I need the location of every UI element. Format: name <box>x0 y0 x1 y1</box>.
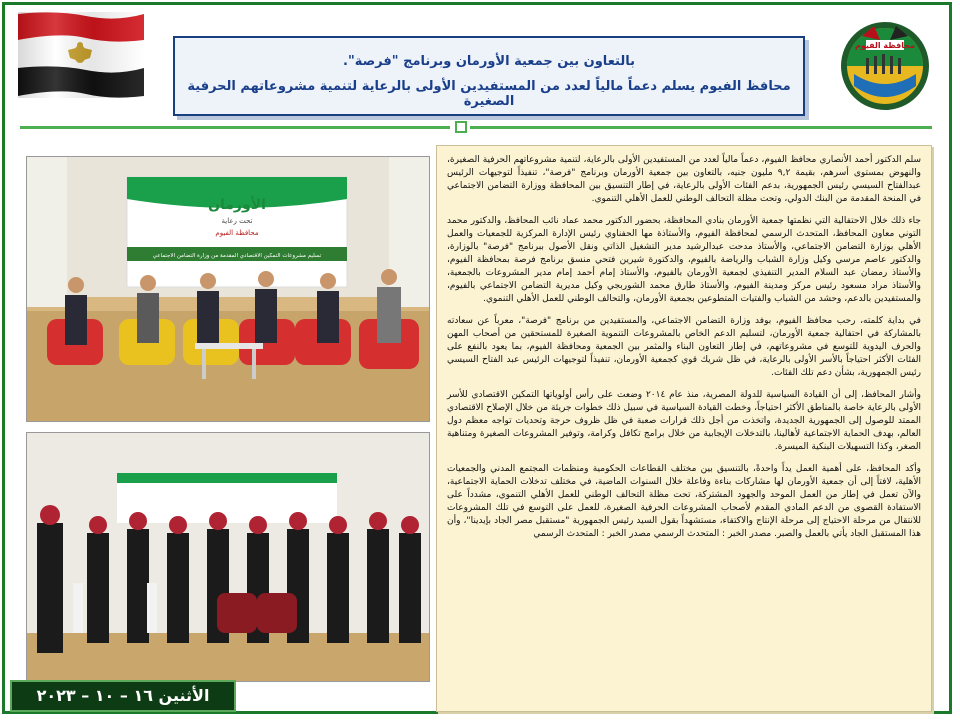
egypt-flag-icon <box>16 10 146 100</box>
article-paragraph: وأشار المحافظ، إلى أن القيادة السياسية للدولة المصرية، منذ عام ٢٠١٤ وضعت على رأس أولوياتها التمكين الاقتصادي للأسر الأولى بالرعاية خاصة بالمناطق الأكثر احتياجاً، وخطت القيادة السياسية في سبيل ذلك خطوات جريئة من خلال الإصلاح الاقتصادي الممتد للوصول إلى الجمهورية الجديدة، واتخذت من أجل ذلك قرارات صعبة في ظل ظروف حرجة وتحديات تواجه معظم دول العالم، بهدف الحماية الاجتماعية لأهالينا، بالتدخلات الإيجابية من خلال برامج تكافل وكرامة، وتوفير المشروعات الصغيرة ومتناهية الصغر، وكذا التسهيلات البنكية الميسرة. <box>447 390 922 452</box>
article-paragraph: جاء ذلك خلال الاحتفالية التي نظمتها جمعية الأورمان بنادي المحافظة، بحضور الدكتور محمد عماد نائب المحافظ، والدكتور محمد التوني معاون المحافظ، المتحدث الرسمي لمحافظة الفيوم، والأستاذة مها الحفناوي رئيس الإدارة المركزية للجمعيات والعمل الأهلي بوزارة التضامن الاجتماعي، والأستاذ مدحت عبدالرشيد مدير التشغيل الذاتي ونقل الأصول ببرنامج "فرصة" بالوزارة، والدكتور عاصم مرسي وكيل وزارة الشباب والرياضة بالفيوم، والدكتورة شيرين فتحي منسق برنامج فرصة بمحافظة الفيوم، والأستاذ رمضان عبد السلام المدير التنفيذي لجمعية الأورمان بالفيوم، والأستاذ إمام أحمد إمام مدير المشروعات بالجمعية، والأستاذ مراد مسعود رئيس مركز ومدينة الفيوم، والأستاذ طارق محمد الشوربجي وكيل مديرية التضامن الاجتماعي بالفيوم، والمستفيدين بالدعم، وحشد من الشباب والفتيات المتطوعين بجمعية الأورمان، والتحالف الوطني للعمل الأهلي التنموي. <box>447 216 921 304</box>
event-photo-group <box>26 432 430 682</box>
article-body <box>436 145 932 712</box>
banner-line: تسليم مشروعات التمكين الاقتصادي المقدمة من وزارة التضامن الاجتماعي <box>152 253 322 259</box>
article-paragraph: في بداية كلمته، رحب محافظ الفيوم، بوفد وزارة التضامن الاجتماعي، والمستفيدين من برنامج "فرصة"، معرباً عن سعادته بالمشاركة في احتفالية جمعية الأورمان، لتسليم الدعم الخاص بالمشروعات التنموية الصغيرة للمستحقين من أصحاب المهن والحرف اليدوية للتوسع في مشروعاتهم، في إطار التعاون البناء والمثمر بين الجمعية ومحافظة الفيوم، بما يعود بالنفع على الفئات الأكثر احتياجاً بالأسر الأولى بالرعاية، في ظل شريك قوي كجمعية الأورمان، تنفيذاً لتوجيهات الرئيس عبد الفتاح السيسي رئيس الجمهورية، بشأن دعم تلك الفئات. <box>447 316 921 378</box>
date-banner: الأثنين ١٦ – ١٠ – ٢٠٢٣ <box>10 680 236 712</box>
event-photo-officials <box>26 156 430 422</box>
headline-line-2: محافظ الفيوم يسلم دعماً مالياً لعدد من المستفيدين الأولى بالرعاية لتنمية مشروعاتهم الحرفية الصغيرة <box>187 79 791 109</box>
banner-governorate: محافظة الفيوم <box>215 229 259 237</box>
banner-sponsor: تحت رعاية <box>221 217 253 225</box>
divider-left <box>20 126 450 129</box>
headline-line-1: بالتعاون بين جمعية الأورمان وبرنامج "فرصة". <box>343 54 635 69</box>
logo-text: محافظة الفيوم <box>854 41 916 50</box>
fayoum-governorate-logo <box>836 16 934 112</box>
article-paragraph: سلم الدكتور أحمد الأنصاري محافظ الفيوم، دعماً مالياً لعدد من المستفيدين الأولى بالرعاية، لتنمية مشروعاتهم الحرفية الصغيرة، والنهوض بمستوى أسرهم، بقيمة ٩,٢ مليون جنيه، بالتعاون بين جمعية الأورمان وبرنامج "فرصة"، تنفيذاً لتوجيهات الرئيس عبدالفتاح السيسي رئيس الجمهورية، بدعم الفئات الأولى بالرعاية، في إطار التنسيق بين المحافظة ووزارة التضامن الاجتماعي في المنحة المقدمة من البنك الدولي، وتحت مظلة التحالف الوطني للعمل الأهلي التنموي. <box>447 155 921 204</box>
headline-box <box>173 36 805 116</box>
banner-heading: الأورمان <box>208 197 266 213</box>
divider-right <box>470 126 932 129</box>
divider-square <box>455 121 467 133</box>
article-paragraph: وأكد المحافظ، على أهمية العمل يداً واحدةً، بالتنسيق بين مختلف القطاعات الحكومية ومنظمات المجتمع المدني والجمعيات الأهلية، لافتاً إلى أن جمعية الأورمان لها مشاركات بناءة وفاعلة خلال السنوات الماضية، في مختلف تدخلات الحماية الاجتماعية، والآن تعمل في إطار من العمل الموحد والجهود المشتركة، تحت مظلة التحالف الوطني للعمل الأهلي التنموي، مشدداً على الاستفادة القصوى من الدعم المادي المقدم لأصحاب المشروعات الحرفية الصغيرة، للعمل على التوسع في تلك المشروعات للانتقال من مرحلة الاحتياج إلى مرحلة الإنتاج والاكتفاء، مستشهداً بقول السيد رئيس الجمهورية "مستقبل مصر الجاد بإيدينا"، وأن هذا المستقبل الجاد يأتي بالعمل والصبر. مصدر الخبر : المتحدث الرسمي مصدر الخبر : المتحدث الرسمي <box>447 464 921 539</box>
